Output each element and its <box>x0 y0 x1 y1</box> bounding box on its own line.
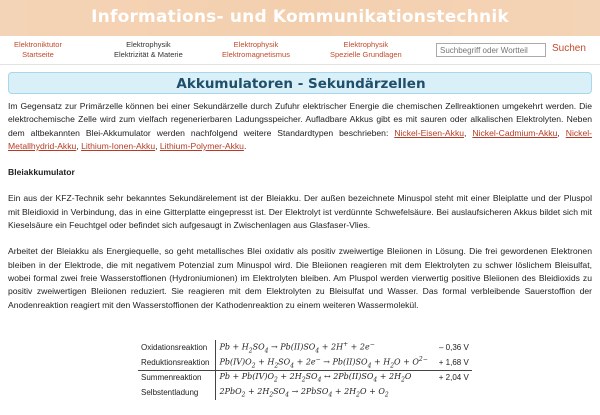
reaction-row <box>138 340 472 355</box>
paragraph-bleiakku-reaktion: Arbeitet der Bleiakku als Energiequelle, so geht metallisches Blei oxidativ als positiv zweiwertige Bleiionen in Lösung. Die frei gewordenen Elektronen bleiben in der Elektrode, die mit negativem Potenzial zum Minuspol wird. Die Bleiionen reagieren mit dem Elektrolyten zu schwer löslichem Bleisulfat, wobei formal zwei freie Wasserstoffionen (Hydroniumionen) im Elektrolyten bleiben. Am Pluspol werden vierwertig positive Bleiionen des Bleidioxids zu positiv zweiwertigen Bleiionen reduziert. Sie reagieren mit dem Elektrolyten zu Bleisulfat und Wasser. Das formal verbleibende Sauerstoffion der Anodenreaktion reagiert mit den Wasserstoffionen der Kathodenreaktion zu einem weiteren Wassermolekül. <box>8 246 592 310</box>
section-heading: Bleiakkumulator <box>8 167 75 178</box>
link-lithium-ionen-akku[interactable]: Lithium-Ionen-Akku <box>81 140 156 151</box>
nav-item-label: Elektrophysik <box>343 40 389 49</box>
reaction-formula: $2PbO_2 + 2H_2SO_4$ → 2PbSO$_4$ + $2H_2O + O_2$ <box>216 385 431 400</box>
link-nickel-cadmium-akku[interactable]: Nickel-Cadmium-Akku <box>472 127 558 138</box>
intro-paragraph: Im Gegensatz zur Primärzelle können bei einer Sekundärzelle durch Zufuhr elektrischer Energie die chemischen Zellreaktionen umgekehrt werden. Die elektrochemische Zelle wird zum vielfach regenerierbaren Ladungsspeicher. Aufladbare Akkus gibt es mit sauren oder alkalischen Elektrolyten. Neben dem altbekannten Blei-Akkumulator werden nachfolgend weitere Standardtypen beschrieben: Nickel-Eisen-Akku, Nickel-Cadmium-Akku, Nickel-Metallhydrid-Akku, Lithium-Ionen-Akku, Lithium-Polymer-Akku. <box>8 101 592 151</box>
nav-item-spezielle-grundlagen[interactable] <box>330 40 402 59</box>
link-nickel-eisen-akku[interactable]: Nickel-Eisen-Akku <box>394 127 465 138</box>
reaction-label: Summenreaktion <box>138 370 216 385</box>
link-nickel-metallhydrid-akku[interactable]: Nickel-Metallhydrid-Akku <box>8 127 592 151</box>
nav-item-sublabel: Elektromagnetismus <box>222 49 290 59</box>
search-button[interactable]: Suchen <box>552 43 586 54</box>
nav-item-sublabel: Elektrizität & Materie <box>114 49 183 59</box>
reaction-label: Oxidationsreaktion <box>141 343 208 352</box>
reaction-row <box>138 355 472 370</box>
reaction-row <box>138 370 472 385</box>
page-title-bar <box>8 72 592 94</box>
nav-item-elektrizitaet-materie[interactable] <box>114 40 183 59</box>
site-header <box>0 0 600 36</box>
reaction-potential: + 2,04 V <box>431 370 472 385</box>
nav-item-label: Elektrophysik <box>126 40 171 49</box>
reaction-potential <box>431 385 472 400</box>
article-content <box>8 100 592 325</box>
nav-item-sublabel: Startseite <box>22 49 54 59</box>
link-lithium-polymer-akku[interactable]: Lithium-Polymer-Akku <box>159 140 244 151</box>
nav-item-sublabel: Spezielle Grundlagen <box>330 49 402 59</box>
reaction-formula: $Pb + Pb(IV)O_2 + 2H_2SO_4$ ↔ $2Pb(II)SO_4 + 2H_2O$ <box>216 370 431 385</box>
reaction-potential: + 1,68 V <box>438 357 469 367</box>
reaction-equations-table <box>138 340 472 400</box>
site-title: Informations- und Kommunikationstechnik <box>91 7 509 27</box>
nav-item-startseite[interactable] <box>14 40 62 59</box>
reaction-label: Reduktionsreaktion <box>141 357 210 367</box>
page-title: Akkumulatoren - Sekundärzellen <box>176 76 426 92</box>
reaction-formula: $Pb + H_2SO_4 \to Pb(II)SO_4 + 2H^+ + 2e^-$ <box>216 340 431 355</box>
reaction-label: Selbstentladung <box>141 388 199 397</box>
reaction-row <box>138 385 472 400</box>
reaction-formula: $Pb(IV)O_2 + H_2SO_4 + 2e^- \to Pb(II)SO_4 + H_2O + O^{2-}$ <box>216 355 431 370</box>
nav-item-label: Elektroniktutor <box>14 40 62 49</box>
nav-item-label: Elektrophysik <box>233 40 279 49</box>
intro-text: Im Gegensatz zur Primärzelle können bei einer Sekundärzelle durch Zufuhr elektrischer Energie die chemischen Zellreaktionen umgekehrt werden. Die elektrochemische Zelle wird zum vielfach regenerierbaren Ladungsspeicher. Aufladbare Akkus gibt es mit sauren oder alkalischen Elektrolyten. Neben dem altbekannten Blei-Akkumulator werden nachfolgend weitere Standardtypen beschrieben: <box>8 101 592 138</box>
paragraph-bleiakku-aufbau: Ein aus der KFZ-Technik sehr bekanntes Sekundärelement ist der Bleiakku. Der außen bezeichnete Minuspol steht mit einer Bleiplatte und der Pluspol mit Bleidioxid in Verbindung, das in eine Gitterplatte eingepresst ist. Der Elektrolyt ist verdünnte Schwefelsäure. Bei auslaufsicheren Akkus bildet sich mit Kieselsäure ein Feuchtgel oder befindet sich aufgesaugt in Zwischenlagen aus Glasfaser-Vlies. <box>8 193 592 231</box>
reaction-potential: – 0,36 V <box>439 343 469 352</box>
nav-item-elektromagnetismus[interactable] <box>222 40 290 59</box>
search-input[interactable] <box>436 43 546 57</box>
